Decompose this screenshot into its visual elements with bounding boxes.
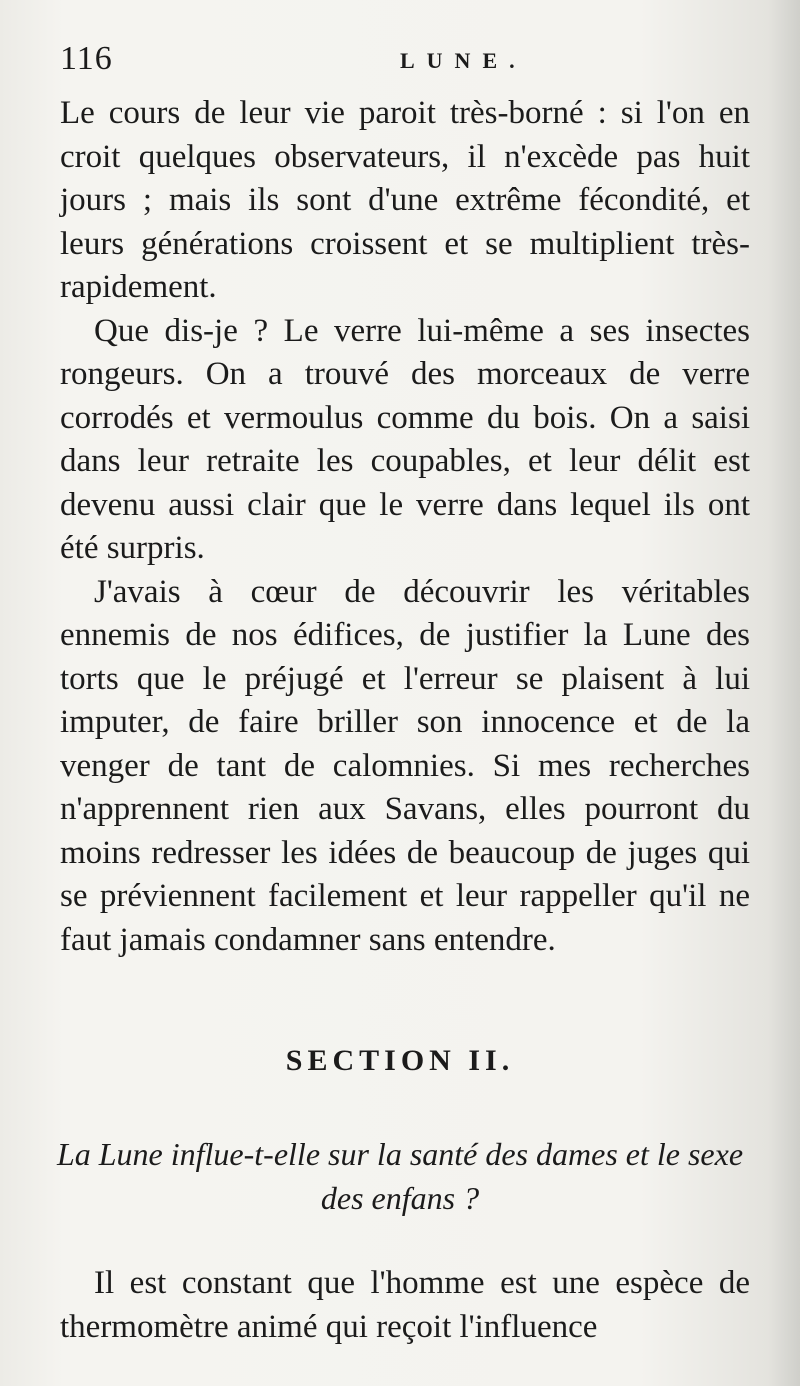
paragraph-2: Que dis-je ? Le verre lui-même a ses insectes rongeurs. On a trouvé des morceaux de verre corrodés et vermoulus comme du bois. On a saisi dans leur retraite les coupables, et leur délit est devenu aussi clair que le verre dans lequel ils ont été surpris. [60, 312, 750, 566]
section-title: SECTION II. [285, 1044, 515, 1077]
paragraph-3: J'avais à cœur de découvrir les véritables ennemis de nos édifices, de justifier la Lune des torts que le préjugé et l'erreur se plaisent à lui imputer, de faire briller son innocence et de la venger de tant de calomnies. Si mes recherches n'apprennent rien aux Savans, elles pourront du moins redresser les idées de beaucoup de juges qui se préviennent facilement et leur rappeller qu'il ne faut jamais condamner sans entendre. [60, 573, 750, 958]
page-header [60, 40, 750, 80]
body-text [60, 92, 750, 962]
final-paragraph [60, 1262, 750, 1349]
paragraph-1: Le cours de leur vie paroit très-borné : si l'on en croit quelques observateurs, il n'excède pas huit jours ; mais ils sont d'une extrême fécondité, et leurs générations croissent et se multiplient très-rapidement. [60, 95, 750, 305]
paragraph-4: Il est constant que l'homme est une espèce de thermomètre animé qui reçoit l'influence [60, 1265, 750, 1345]
page-number: 116 [60, 40, 113, 77]
section-subtitle: La Lune influe-t-elle sur la santé des dames et le sexe des enfans ? [56, 1136, 744, 1216]
running-head: LUNE. [400, 48, 527, 73]
